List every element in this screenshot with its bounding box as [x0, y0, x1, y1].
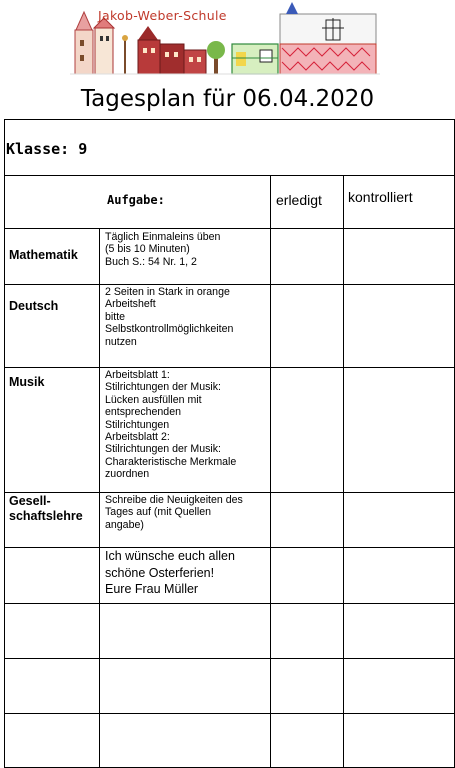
row-divider: [4, 175, 455, 176]
row-divider: [4, 367, 455, 368]
school-name: Jakob-Weber-Schule: [98, 8, 227, 23]
column-divider: [99, 228, 100, 767]
task-musik: Arbeitsblatt 1: Stilrichtungen der Musik: Lücken ausfüllen mit entsprechenden Stilrichtungen Arbeitsblatt 2: Stilrichtungen der Musik: Charakteristische Merkmale zuordnen: [105, 369, 237, 481]
greeting-text: Ich wünsche euch allen schöne Osterferien! Eure Frau Müller: [105, 549, 235, 596]
row-divider: [4, 603, 455, 604]
lamp: [122, 35, 128, 74]
row-divider: [4, 713, 455, 714]
column-header-task: Aufgabe:: [107, 193, 165, 207]
brick-buildings: [138, 26, 206, 74]
building-right: [280, 2, 376, 74]
row-divider: [4, 658, 455, 659]
house-left: [94, 18, 114, 74]
class-label: Klasse: 9: [6, 140, 88, 158]
row-divider: [4, 284, 455, 285]
page-title: Tagesplan für 06.04.2020: [80, 86, 375, 112]
task-gesellschaftslehre: Schreibe die Neuigkeiten des Tages auf (mit Quellen angabe): [105, 494, 243, 531]
row-divider: [4, 228, 455, 229]
row-divider: [4, 492, 455, 493]
column-divider: [343, 175, 344, 767]
subject-musik: Musik: [9, 375, 45, 389]
task-deutsch: 2 Seiten in Stark in orange Arbeitsheft bitte Selbstkontrollmöglichkeiten nutzen: [105, 286, 234, 348]
task-mathematik: Täglich Einmaleins üben (5 bis 10 Minuten) Buch S.: 54 Nr. 1, 2: [105, 231, 221, 268]
table-border-left: [4, 119, 5, 767]
subject-mathematik: Mathematik: [9, 248, 78, 262]
subject-gesellschaftslehre: Gesell- schaftslehre: [9, 494, 83, 523]
column-divider: [270, 175, 271, 767]
column-header-checked: kontrolliert: [348, 189, 413, 205]
green-building: [232, 44, 278, 74]
tower-left: [75, 12, 93, 74]
tree: [207, 41, 225, 74]
column-header-done: erledigt: [276, 192, 322, 208]
subject-deutsch: Deutsch: [9, 299, 59, 313]
table-border-top: [4, 119, 455, 120]
